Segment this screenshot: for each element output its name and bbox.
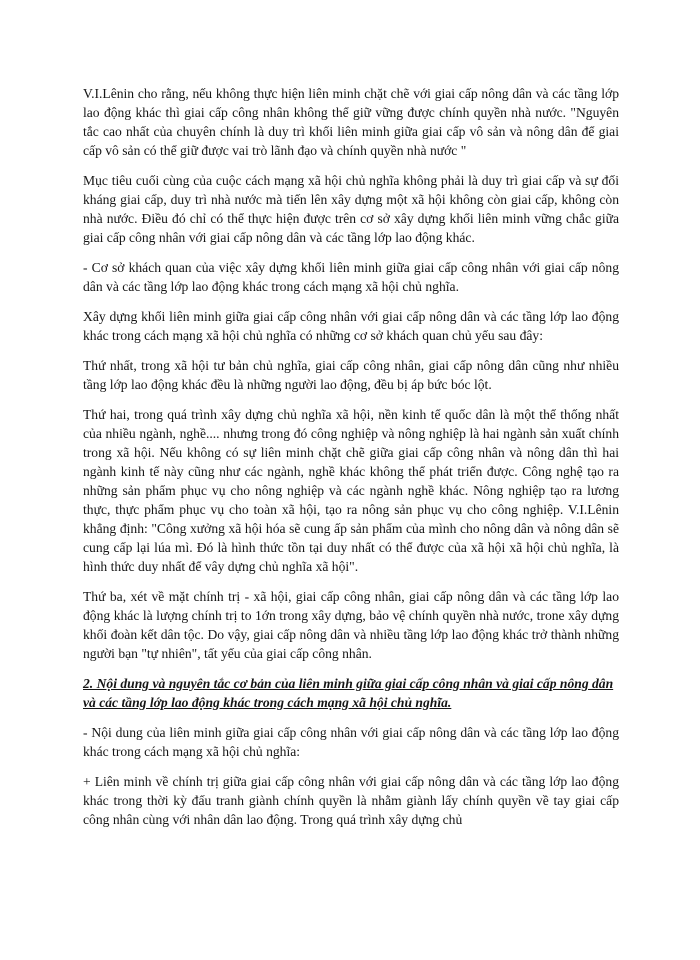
section-heading: 2. Nội dung và nguyên tắc cơ bản của liên minh giữa giai cấp công nhân và giai cấp nông dân và các tầng lớp lao động khác trong cách mạng xã hội chủ nghĩa. [83, 676, 614, 710]
paragraph-content-intro: - Nội dung của liên minh giữa giai cấp công nhân với giai cấp nông dân và các tầng lớp lao động khác trong cách mạng xã hội chủ nghĩa: [83, 725, 619, 759]
document-page [83, 84, 619, 840]
paragraph-political-alliance: + Liên minh về chính trị giữa giai cấp công nhân với giai cấp nông dân và các tầng lớp lao động khác trong thời kỳ đấu tranh giành chính quyền là nhằm giành lấy chính quyền về tay giai cấp công nhân cùng với nhân dân lao động. Trong quá trình xây dựng chủ [83, 774, 619, 827]
paragraph-lenin-quote: V.I.Lênin cho rằng, nếu không thực hiện liên minh chặt chẽ với giai cấp nông dân và các tầng lớp lao động khác thì giai cấp công nhân không thể giữ vững được chính quyền nhà nước. "Nguyên tắc cao nhất của chuyên chính là duy trì khối liên minh giữa giai cấp vô sản và nông dân để giai cấp vô sản có thể giữ được vai trò lãnh đạo và chính quyền nhà nước " [83, 86, 619, 158]
paragraph-second-point: Thứ hai, trong quá trình xây dựng chủ nghĩa xã hội, nền kinh tế quốc dân là một thể thống nhất của nhiều ngành, nghề.... nhưng trong đó công nghiệp và nông nghiệp là hai ngành sản xuất chính trong xã hội. Nếu không có sự liên minh chặt chẽ giữa giai cấp công nhân và nông dân thì hai ngành kinh tế này cũng như các ngành, nghề khác không thể phát triển được. Công nghệ tạo ra những sản phẩm phục vụ cho nông nghiệp và các ngành nghề khác. Nông nghiệp tạo ra lương thực, thực phẩm phục vụ cho toàn xã hội, tạo ra nông sản phục vụ cho công nghiệp. V.I.Lênin khẳng định: "Công xưởng xã hội hóa sẽ cung ấp sản phẩm của mình cho nông dân và nông dân sẽ cung cấp lại lúa mì. Đó là hình thức tồn tại duy nhất có thể được của xã hội xã hội chủ nghĩa, là hình thức duy nhất để vây dựng chủ nghĩa xã hội". [83, 407, 619, 574]
paragraph-objective-basis-item: - Cơ sở khách quan của việc xây dựng khối liên minh giữa giai cấp công nhân với giai cấp nông dân và các tầng lớp lao động khác trong cách mạng xã hội chủ nghĩa. [83, 260, 619, 294]
paragraph-final-goal: Mục tiêu cuối cùng của cuộc cách mạng xã hội chủ nghĩa không phải là duy trì giai cấp và sự đối kháng giai cấp, duy trì nhà nước mà tiến lên xây dựng một xã hội không còn giai cấp, không còn nhà nước. Điều đó chỉ có thể thực hiện được trên cơ sở xây dựng khối liên minh vững chắc giữa giai cấp công nhân với giai cấp nông dân và các tầng lớp lao động khác. [83, 173, 619, 245]
paragraph-objective-basis-intro: Xây dựng khối liên minh giữa giai cấp công nhân với giai cấp nông dân và các tầng lớp lao động khác trong cách mạng xã hội chủ nghĩa có những cơ sở khách quan chủ yếu sau đây: [83, 309, 619, 343]
paragraph-first-point: Thứ nhất, trong xã hội tư bản chủ nghĩa, giai cấp công nhân, giai cấp nông dân cũng như nhiều tầng lớp lao động khác đều là những người lao động, đều bị áp bức bóc lột. [83, 358, 619, 392]
paragraph-third-point: Thứ ba, xét về mặt chính trị - xã hội, giai cấp công nhân, giai cấp nông dân và các tầng lớp lao động khác là lượng chính trị to 1ớn trong xây dựng, bảo vệ chính quyền nhà nước, trone xây dựng khối đoàn kết dân tộc. Do vậy, giai cấp nông dân và nhiều tầng lớp lao động khác trở thành những người bạn "tự nhiên", tất yếu của giai cấp công nhân. [83, 589, 619, 661]
